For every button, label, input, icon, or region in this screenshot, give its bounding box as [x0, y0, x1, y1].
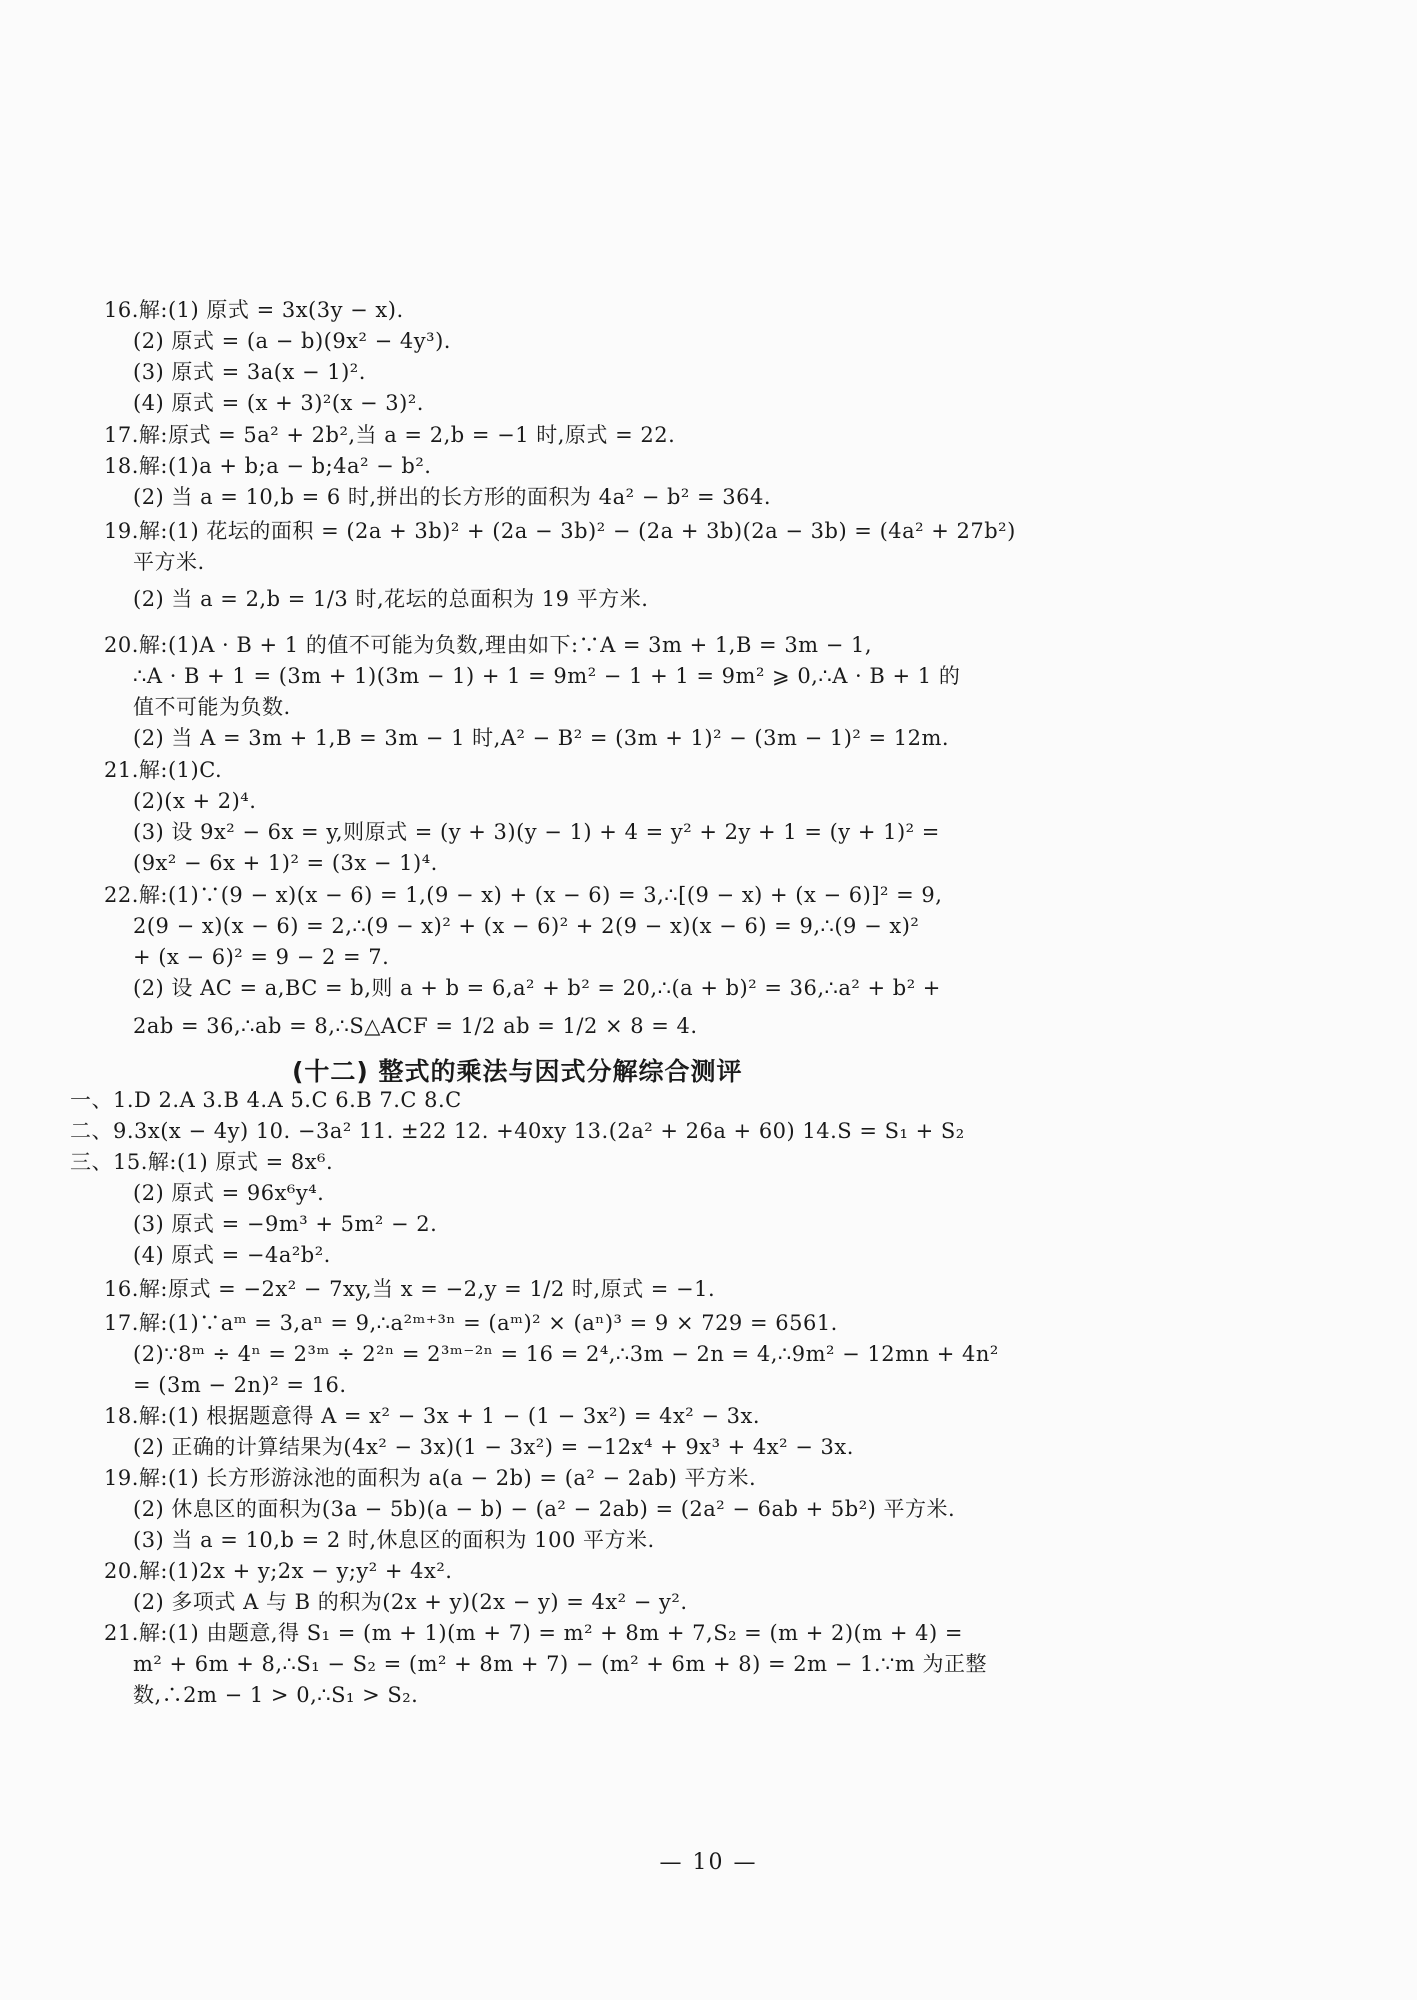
- answer-line: (3) 设 9x² − 6x = y,则原式 = (y + 3)(y − 1) + 4 = y² + 2y + 1 = (y + 1)² =: [133, 820, 940, 844]
- answer-line: 19.解:(1) 花坛的面积 = (2a + 3b)² + (2a − 3b)² − (2a + 3b)(2a − 3b) = (4a² + 27b²): [104, 519, 1016, 543]
- answer-line: 20.解:(1)2x + y;2x − y;y² + 4x².: [104, 1559, 453, 1583]
- answer-line: 一、1.D 2.A 3.B 4.A 5.C 6.B 7.C 8.C: [70, 1088, 462, 1112]
- answer-line: 三、15.解:(1) 原式 = 8x⁶.: [70, 1150, 334, 1174]
- answer-line: 值不可能为负数.: [133, 695, 291, 719]
- answer-line: (2) 正确的计算结果为(4x² − 3x)(1 − 3x²) = −12x⁴ + 9x³ + 4x² − 3x.: [133, 1435, 854, 1459]
- answer-line: (2) 设 AC = a,BC = b,则 a + b = 6,a² + b² = 20,∴(a + b)² = 36,∴a² + b² +: [133, 976, 941, 1000]
- answer-line: 2ab = 36,∴ab = 8,∴S△ACF = 1/2 ab = 1/2 × 8 = 4.: [133, 1014, 698, 1038]
- answer-line: 19.解:(1) 长方形游泳池的面积为 a(a − 2b) = (a² − 2ab) 平方米.: [104, 1466, 757, 1490]
- answer-line: (2)(x + 2)⁴.: [133, 789, 257, 813]
- answer-line: (4) 原式 = (x + 3)²(x − 3)².: [133, 391, 424, 415]
- answer-line: 20.解:(1)A · B + 1 的值不可能为负数,理由如下:∵A = 3m + 1,B = 3m − 1,: [104, 633, 873, 657]
- section-title: (十二) 整式的乘法与因式分解综合测评: [292, 1057, 743, 1086]
- answer-line: (3) 原式 = −9m³ + 5m² − 2.: [133, 1212, 438, 1236]
- answer-line: (2)∵8ᵐ ÷ 4ⁿ = 2³ᵐ ÷ 2²ⁿ = 2³ᵐ⁻²ⁿ = 16 = 2⁴,∴3m − 2n = 4,∴9m² − 12mn + 4n²: [133, 1342, 999, 1366]
- answer-line: 数,∴2m − 1 > 0,∴S₁ > S₂.: [133, 1683, 419, 1707]
- answer-line: = (3m − 2n)² = 16.: [133, 1373, 347, 1397]
- answer-line: + (x − 6)² = 9 − 2 = 7.: [133, 945, 390, 969]
- answer-line: 21.解:(1)C.: [104, 758, 223, 782]
- answer-line: 22.解:(1)∵(9 − x)(x − 6) = 1,(9 − x) + (x − 6) = 3,∴[(9 − x) + (x − 6)]² = 9,: [104, 883, 943, 907]
- answer-line: 16.解:原式 = −2x² − 7xy,当 x = −2,y = 1/2 时,原式 = −1.: [104, 1277, 716, 1301]
- answer-line: (2) 多项式 A 与 B 的积为(2x + y)(2x − y) = 4x² − y².: [133, 1590, 688, 1614]
- answer-line: 16.解:(1) 原式 = 3x(3y − x).: [104, 298, 404, 322]
- answer-line: (9x² − 6x + 1)² = (3x − 1)⁴.: [133, 851, 438, 875]
- answer-line: (2) 当 a = 10,b = 6 时,拼出的长方形的面积为 4a² − b² = 364.: [133, 485, 772, 509]
- answer-line: (3) 原式 = 3a(x − 1)².: [133, 360, 366, 384]
- answer-line: 2(9 − x)(x − 6) = 2,∴(9 − x)² + (x − 6)² + 2(9 − x)(x − 6) = 9,∴(9 − x)²: [133, 914, 920, 938]
- answer-line: 17.解:原式 = 5a² + 2b²,当 a = 2,b = −1 时,原式 = 22.: [104, 423, 676, 447]
- answer-line: (2) 原式 = (a − b)(9x² − 4y³).: [133, 329, 451, 353]
- answer-line: 平方米.: [133, 550, 205, 574]
- answer-line: (2) 原式 = 96x⁶y⁴.: [133, 1181, 325, 1205]
- answer-line: 21.解:(1) 由题意,得 S₁ = (m + 1)(m + 7) = m² + 8m + 7,S₂ = (m + 2)(m + 4) =: [104, 1621, 963, 1645]
- answer-line: 18.解:(1) 根据题意得 A = x² − 3x + 1 − (1 − 3x²) = 4x² − 3x.: [104, 1404, 761, 1428]
- answer-line: 18.解:(1)a + b;a − b;4a² − b².: [104, 454, 432, 478]
- answer-line: (3) 当 a = 10,b = 2 时,休息区的面积为 100 平方米.: [133, 1528, 655, 1552]
- answer-line: m² + 6m + 8,∴S₁ − S₂ = (m² + 8m + 7) − (m² + 6m + 8) = 2m − 1.∵m 为正整: [133, 1652, 987, 1676]
- answer-line: ∴A · B + 1 = (3m + 1)(3m − 1) + 1 = 9m² − 1 + 1 = 9m² ⩾ 0,∴A · B + 1 的: [133, 664, 961, 688]
- answer-line: 二、9.3x(x − 4y) 10. −3a² 11. ±22 12. +40xy 13.(2a² + 26a + 60) 14.S = S₁ + S₂: [70, 1119, 965, 1143]
- answer-line: (2) 休息区的面积为(3a − 5b)(a − b) − (a² − 2ab) = (2a² − 6ab + 5b²) 平方米.: [133, 1497, 956, 1521]
- answer-line: (2) 当 A = 3m + 1,B = 3m − 1 时,A² − B² = (3m + 1)² − (3m − 1)² = 12m.: [133, 726, 950, 750]
- answer-line: (4) 原式 = −4a²b².: [133, 1243, 331, 1267]
- answer-line: (2) 当 a = 2,b = 1/3 时,花坛的总面积为 19 平方米.: [133, 587, 649, 611]
- page-number: — 10 —: [659, 1850, 758, 1875]
- answer-line: 17.解:(1)∵aᵐ = 3,aⁿ = 9,∴a²ᵐ⁺³ⁿ = (aᵐ)² × (aⁿ)³ = 9 × 729 = 6561.: [104, 1311, 838, 1335]
